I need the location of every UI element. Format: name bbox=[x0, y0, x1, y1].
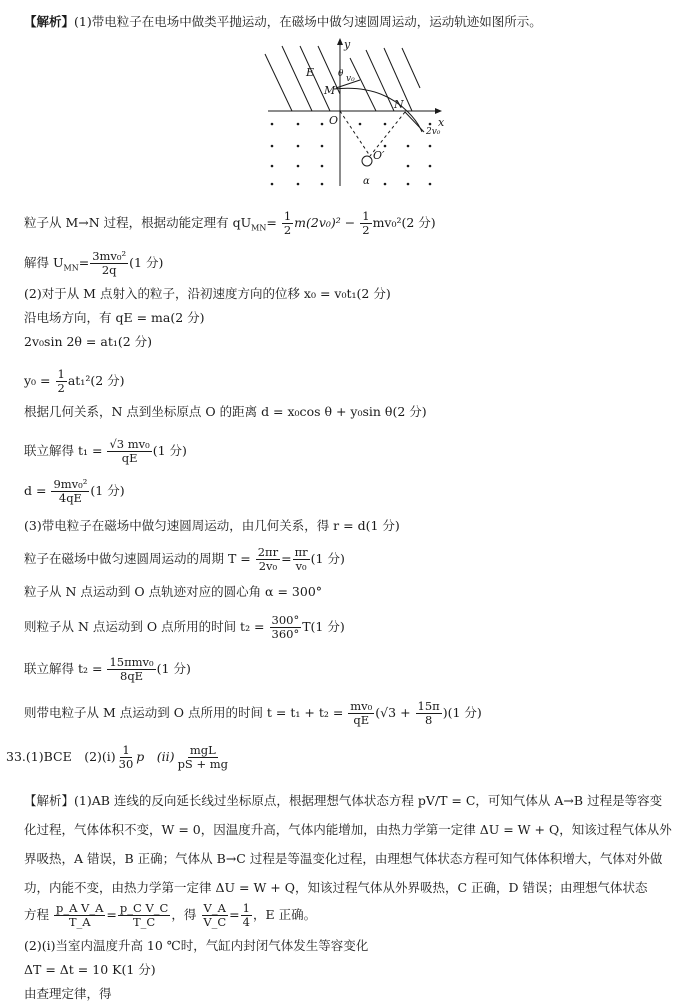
line-kinetic-energy: 粒子从 M→N 过程，根据动能定理有 $qU_{MN}=$ $\frac{1}{2}$ m(2v₀)² − $\frac{1}{2}$ mv₀²(2 分) bbox=[24, 209, 436, 237]
line-field-dir: 沿电场方向，有 qE = ma(2 分) bbox=[24, 310, 205, 325]
intro-line bbox=[24, 14, 542, 30]
label-v0: v₀ bbox=[346, 74, 355, 84]
line-geometry: 根据几何关系，N 点到坐标原点 O 的距离 d = x₀cos θ + y₀sin θ(2 分) bbox=[24, 404, 427, 419]
label-x: x bbox=[438, 116, 445, 129]
center-circle bbox=[362, 156, 372, 166]
label-2v0: 2v₀ bbox=[426, 127, 441, 137]
line-sin: 2v₀sin 2θ = at₁(2 分) bbox=[24, 334, 153, 349]
label-M: M bbox=[324, 84, 336, 97]
x-arrow bbox=[435, 108, 442, 114]
line-y0: y₀ = $\frac{1}{2}$ at₁²(2 分) bbox=[24, 367, 125, 395]
line-part2-gas: (2)(ⅰ)当室内温度升高 10 ℃时，气缸内封闭气体发生等容变化 bbox=[24, 938, 369, 953]
label-theta: θ bbox=[338, 69, 344, 79]
analysis-tag: 【解析】 bbox=[24, 14, 75, 29]
label-E: E bbox=[306, 66, 315, 79]
line-gas-equation: 方程 $\frac{\text{p\_A V\_A}}{T\_A}$ = $\frac{\text{p\_C V\_C}}{T\_C}$ ，得 $\frac{V\_A}{V\_C}$ = $\frac{1}{4}$ ，E 正确。 bbox=[24, 901, 317, 929]
line-delta-t: ΔT = Δt = 10 K(1 分) bbox=[24, 962, 156, 977]
line-angle: 粒子从 N 点运动到 O 点轨迹对应的圆心角 α = 300° bbox=[24, 584, 323, 599]
line-t1: 联立解得 t₁ = $\frac{\text{√3 mv₀}}{qE}$ (1 分) bbox=[24, 437, 187, 465]
line-charles: 由查理定律，得 bbox=[24, 986, 112, 1001]
trajectory-curve bbox=[334, 88, 422, 132]
line-t2-time: 则粒子从 N 点运动到 O 点所用的时间 t₂ = $\frac{300^\circ}{360^\circ}$ T(1 分) bbox=[24, 613, 345, 641]
radius-line bbox=[340, 111, 370, 156]
label-N: N bbox=[394, 98, 404, 111]
y-arrow bbox=[337, 38, 343, 45]
label-alpha: α bbox=[363, 176, 370, 187]
line-part2: (2)对于从 M 点射入的粒子，沿初速度方向的位移 x₀ = v₀t₁(2 分) bbox=[24, 286, 391, 301]
label-O: O bbox=[329, 114, 339, 127]
v2-vector bbox=[405, 112, 424, 132]
field-line bbox=[402, 48, 420, 88]
gas-analysis-paragraph: 【解析】(1)AB 连线的反向延长线过坐标原点，根据理想气体状态方程 pV/T = C，可知气体从 A→B 过程是等容变化过程，气体体积不变，W = 0，因温度升高，气体内能增加，由热力学第一定律 ΔU = W + Q，知该过程气体从外界吸热，A 错误，B 正确；气体从 B→C 过程是等温变化过程，由理想气体状态方程可知气体体积增大，气体对外做功，内能不变，由热力学第一定律 ΔU = W + Q，知该过程气体从外界吸热，C 正确，D 错误；由理想气体状态 bbox=[24, 793, 672, 895]
line-d: d = $\frac{\text{9mv₀²}}{4qE}$ (1 分) bbox=[24, 477, 125, 505]
field-line bbox=[265, 54, 292, 111]
trajectory-figure bbox=[0, 36, 692, 236]
label-y: y bbox=[344, 38, 351, 51]
field-line bbox=[366, 50, 394, 111]
field-line bbox=[300, 46, 330, 111]
line-umn: 解得 $U_{MN}=$ $\frac{\text{3mv₀²}}{2q}$ (1 分) bbox=[24, 249, 164, 277]
line-period: 粒子在磁场中做匀速圆周运动的周期 T = $\frac{2\pi r}{\text{2v₀}}$ = $\frac{\pi r}{\text{v₀}}$ (1 分) bbox=[24, 545, 345, 573]
line-total-time: 则带电粒子从 M 点运动到 O 点所用的时间 t = t₁ + t₂ = $\frac{\text{mv₀}}{qE}$ (√3 + $\frac{15\pi}{8}$ )(1 分) bbox=[24, 699, 482, 727]
line-part3: (3)带电粒子在磁场中做匀速圆周运动，由几何关系，得 r = d(1 分) bbox=[24, 518, 400, 533]
label-O1: O′ bbox=[373, 149, 385, 162]
field-line bbox=[350, 58, 376, 111]
intro-text: (1)带电粒子在电场中做类平抛运动，在磁场中做匀速圆周运动，运动轨迹如图所示。 bbox=[74, 14, 542, 29]
line-q33: 33.(1)BCE (2)(ⅰ) $\frac{1}{30}$ p (ⅱ) $\frac{\text{mgL}}{pS + mg}$ bbox=[6, 743, 229, 771]
field-dots bbox=[271, 123, 432, 186]
line-t2-result: 联立解得 t₂ = $\frac{\text{15πmv₀}}{8qE}$ (1 分) bbox=[24, 655, 191, 683]
